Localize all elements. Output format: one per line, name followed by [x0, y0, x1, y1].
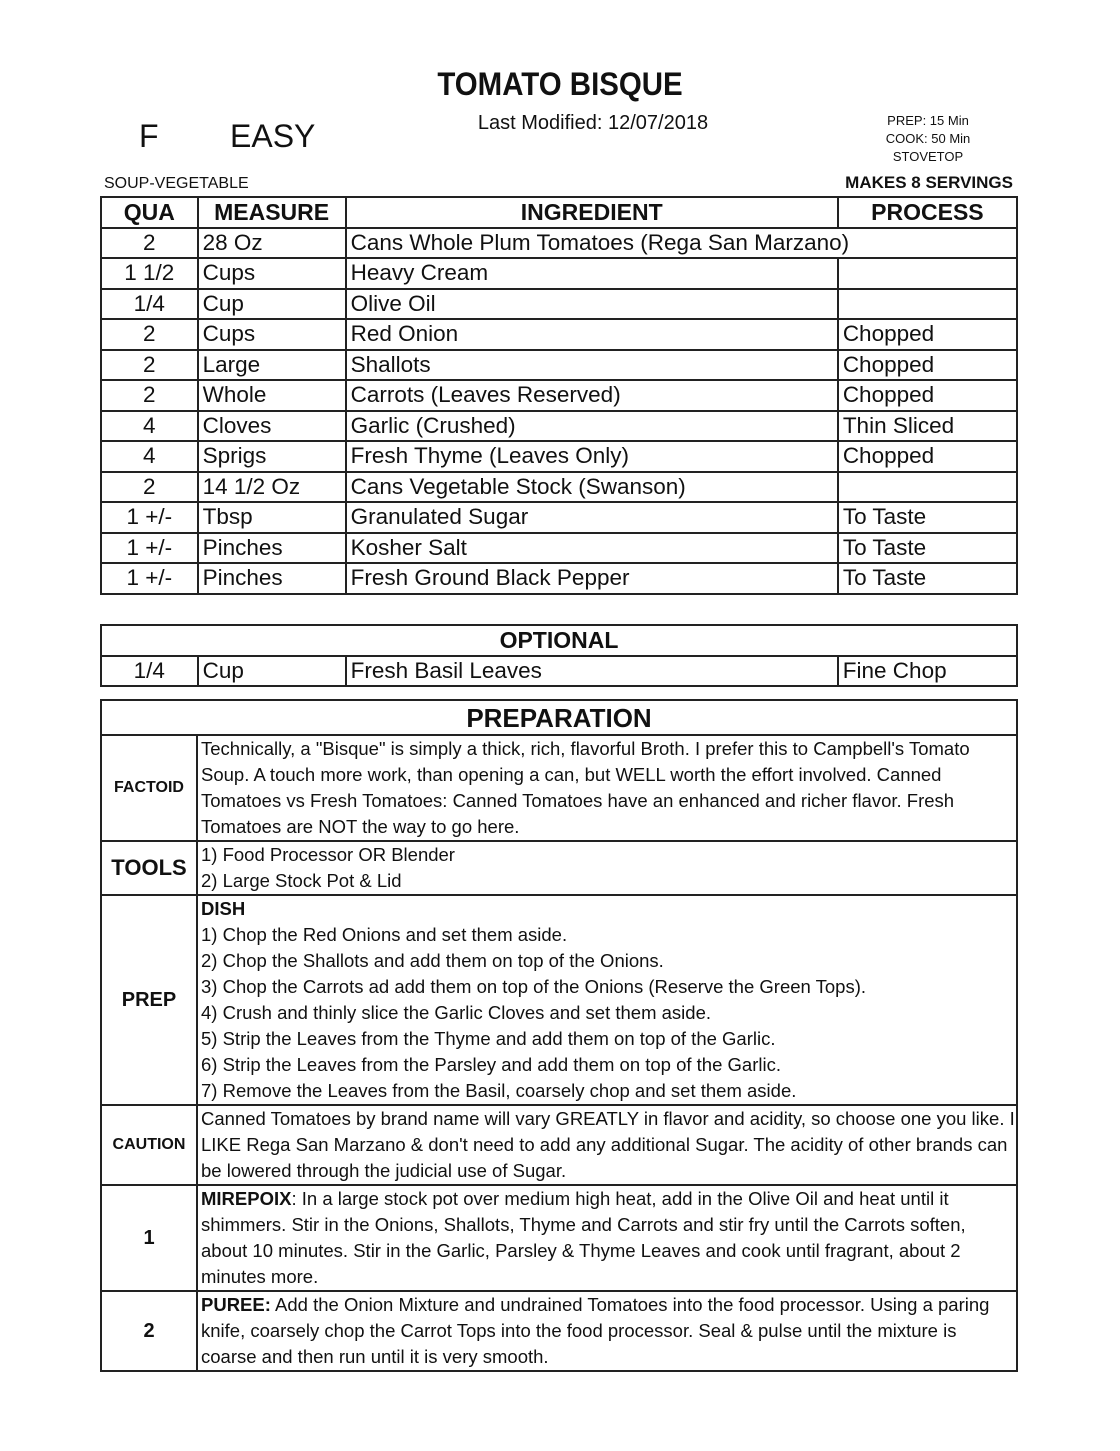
preparation-table [100, 699, 1018, 1372]
step-row [101, 1185, 1017, 1291]
ingredient-qty: 1 +/- [101, 533, 198, 564]
ingredient-name: Carrots (Leaves Reserved) [346, 380, 838, 411]
ingredient-measure: Cups [198, 319, 346, 350]
step-lead: MIREPOIX [201, 1188, 292, 1209]
ingredient-measure: Cup [198, 656, 346, 687]
ingredient-name: Heavy Cream [346, 258, 838, 289]
ingredient-process: To Taste [838, 563, 1017, 594]
ingredient-qty: 4 [101, 411, 198, 442]
prep-heading: DISH [201, 898, 246, 919]
ingredient-row [101, 563, 1017, 594]
servings: MAKES 8 SERVINGS [845, 173, 1013, 192]
step-number: 2 [101, 1291, 197, 1371]
ingredient-row [101, 502, 1017, 533]
tools-label: TOOLS [101, 841, 197, 895]
factoid-label: FACTOID [101, 735, 197, 841]
ingredient-name: Fresh Ground Black Pepper [346, 563, 838, 594]
ingredient-qty: 1/4 [101, 656, 198, 687]
ingredient-name: Granulated Sugar [346, 502, 838, 533]
recipe-title: TOMATO BISQUE [437, 66, 683, 102]
ingredient-qty: 2 [101, 350, 198, 381]
category: SOUP-VEGETABLE [104, 175, 249, 192]
ingredient-process: Thin Sliced [838, 411, 1017, 442]
ingredient-name: Olive Oil [346, 289, 838, 320]
factoid-text: Technically, a "Bisque" is simply a thick, rich, flavorful Broth. I prefer this to Campbell's Tomato Soup. A touch more work, than opening a can, but WELL worth the effort involved. Canned Tomatoes vs Fresh Tomatoes: Canned Tomatoes have an enhanced and richer flavor. Fresh Tomatoes are NOT the way to go here. [197, 735, 1017, 841]
ingredient-row [101, 228, 1017, 259]
ingredient-process [838, 258, 1017, 289]
ingredient-measure: 14 1/2 Oz [198, 472, 346, 503]
ingredient-name: Cans Whole Plum Tomatoes (Rega San Marzano) [346, 228, 1017, 259]
preparation-title: PREPARATION [101, 700, 1017, 735]
caution-text: Canned Tomatoes by brand name will vary GREATLY in flavor and acidity, so choose one you like. I LIKE Rega San Marzano & don't need to add any additional Sugar. The acidity of other brands can be lowered through the judicial use of Sugar. [197, 1105, 1017, 1185]
step-text: : In a large stock pot over medium high heat, add in the Olive Oil and heat until it shimmers. Stir in the Onions, Shallots, Thyme and Carrots and stir fry until the Carrots soften, about 10 minutes. Stir in the Garlic, Parsley & Thyme Leaves and cook until fragrant, about 2 minutes more. [201, 1188, 966, 1287]
ingredient-name: Shallots [346, 350, 838, 381]
cook-time: COOK: 50 Min [885, 131, 971, 146]
ingredient-process: Chopped [838, 350, 1017, 381]
tool-item: 1) Food Processor OR Blender [201, 844, 455, 865]
step-row [101, 1291, 1017, 1371]
last-modified: Last Modified: 12/07/2018 [477, 112, 709, 134]
ingredient-measure: Sprigs [198, 441, 346, 472]
ingredient-measure: Cups [198, 258, 346, 289]
prep-item: 6) Strip the Leaves from the Parsley and add them on top of the Garlic. [201, 1054, 781, 1075]
ingredients-header-row [101, 197, 1017, 228]
ingredient-name: Kosher Salt [346, 533, 838, 564]
ingredient-row [101, 319, 1017, 350]
ingredient-qty: 2 [101, 319, 198, 350]
optional-table [100, 624, 1018, 687]
prep-item: 5) Strip the Leaves from the Thyme and add them on top of the Garlic. [201, 1028, 776, 1049]
caution-row [101, 1105, 1017, 1185]
ingredient-row [101, 411, 1017, 442]
ingredient-qty: 1 +/- [101, 563, 198, 594]
ingredient-process [838, 289, 1017, 320]
ingredient-row [101, 380, 1017, 411]
difficulty: EASY [230, 118, 316, 154]
caution-label: CAUTION [101, 1105, 197, 1185]
column-header-qty: QUA [101, 197, 198, 228]
prep-label: PREP [101, 895, 197, 1105]
prep-item: 3) Chop the Carrots ad add them on top of the Onions (Reserve the Green Tops). [201, 976, 866, 997]
prep-item: 4) Crush and thinly slice the Garlic Cloves and set them aside. [201, 1002, 712, 1023]
ingredient-qty: 4 [101, 441, 198, 472]
prep-item: 1) Chop the Red Onions and set them aside. [201, 924, 568, 945]
ingredient-row [101, 472, 1017, 503]
ingredient-measure: Tbsp [198, 502, 346, 533]
step-lead: PUREE: [201, 1294, 271, 1315]
ingredient-name: Fresh Basil Leaves [346, 656, 838, 687]
ingredient-measure: Cup [198, 289, 346, 320]
step-text: Add the Onion Mixture and undrained Tomatoes into the food processor. Using a paring knife, coarsely chop the Carrot Tops into the food processor. Seal & pulse until the mixture is coarse and then run until it is very smooth. [201, 1294, 990, 1367]
ingredient-row [101, 533, 1017, 564]
ingredient-row [101, 289, 1017, 320]
step-number: 1 [101, 1185, 197, 1291]
ingredient-row [101, 350, 1017, 381]
column-header-ingredient: INGREDIENT [346, 197, 838, 228]
ingredient-row [101, 258, 1017, 289]
ingredient-measure: Pinches [198, 533, 346, 564]
ingredient-qty: 1 +/- [101, 502, 198, 533]
ingredient-qty: 2 [101, 472, 198, 503]
ingredient-process: Chopped [838, 319, 1017, 350]
ingredient-measure: Cloves [198, 411, 346, 442]
prep-time: PREP: 15 Min [887, 113, 969, 128]
time-info [868, 112, 988, 166]
factoid-row [101, 735, 1017, 841]
ingredient-measure: 28 Oz [198, 228, 346, 259]
f-mark: F [139, 118, 159, 154]
column-header-process: PROCESS [838, 197, 1017, 228]
ingredient-process: To Taste [838, 533, 1017, 564]
tools-row [101, 841, 1017, 895]
ingredient-process: To Taste [838, 502, 1017, 533]
ingredient-process: Fine Chop [838, 656, 1017, 687]
ingredient-qty: 1/4 [101, 289, 198, 320]
cooking-method: STOVETOP [892, 149, 964, 164]
optional-title: OPTIONAL [101, 625, 1017, 656]
ingredient-name: Fresh Thyme (Leaves Only) [346, 441, 838, 472]
ingredient-process: Chopped [838, 380, 1017, 411]
ingredient-name: Red Onion [346, 319, 838, 350]
prep-row [101, 895, 1017, 1105]
ingredient-measure: Whole [198, 380, 346, 411]
ingredient-name: Garlic (Crushed) [346, 411, 838, 442]
tool-item: 2) Large Stock Pot & Lid [201, 870, 402, 891]
ingredient-qty: 1 1/2 [101, 258, 198, 289]
prep-item: 7) Remove the Leaves from the Basil, coarsely chop and set them aside. [201, 1080, 797, 1101]
ingredient-row [101, 656, 1017, 687]
prep-item: 2) Chop the Shallots and add them on top of the Onions. [201, 950, 664, 971]
ingredient-measure: Pinches [198, 563, 346, 594]
column-header-measure: MEASURE [198, 197, 346, 228]
ingredient-process: Chopped [838, 441, 1017, 472]
ingredient-qty: 2 [101, 228, 198, 259]
ingredients-table [100, 196, 1018, 595]
ingredient-row [101, 441, 1017, 472]
ingredient-qty: 2 [101, 380, 198, 411]
ingredient-name: Cans Vegetable Stock (Swanson) [346, 472, 838, 503]
ingredient-process [838, 472, 1017, 503]
ingredient-measure: Large [198, 350, 346, 381]
